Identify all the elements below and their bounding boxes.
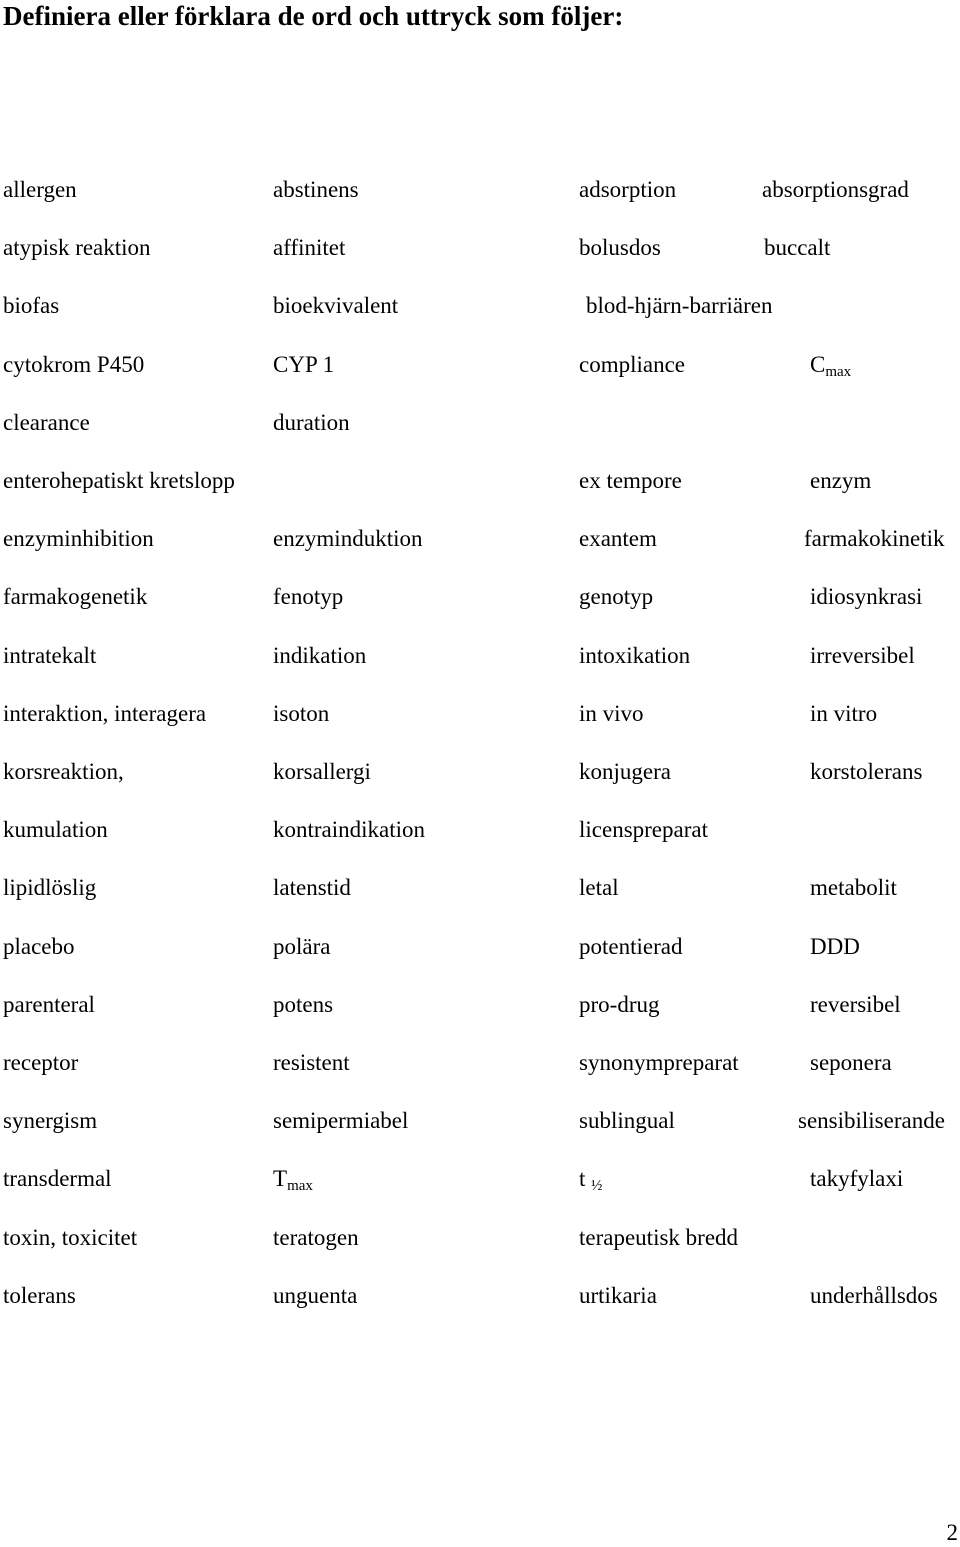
term-text: enzym <box>810 468 872 493</box>
term <box>273 292 398 320</box>
term-text: allergen <box>3 177 77 202</box>
term-text: kumulation <box>3 817 108 842</box>
term <box>810 1049 892 1077</box>
term <box>273 933 330 961</box>
term <box>273 351 334 379</box>
term-text: pro-drug <box>579 992 660 1017</box>
term <box>273 642 366 670</box>
term <box>798 1107 945 1135</box>
term <box>3 176 77 204</box>
term <box>810 758 922 786</box>
term-subscript: max <box>287 1178 313 1194</box>
term-text: atypisk reaktion <box>3 235 151 260</box>
term-text: kontraindikation <box>273 817 426 842</box>
term-text: unguenta <box>273 1283 358 1308</box>
term <box>579 816 708 844</box>
term-text: metabolit <box>810 875 897 900</box>
term-text: underhållsdos <box>810 1283 938 1308</box>
term-text: placebo <box>3 934 75 959</box>
term-text: potens <box>273 992 334 1017</box>
term <box>3 1224 137 1252</box>
page-title: Definiera eller förklara de ord och uttryck som följer: <box>3 1 624 31</box>
term <box>273 1107 408 1135</box>
term-text: transdermal <box>3 1166 112 1191</box>
page-number: 2 <box>946 1520 958 1545</box>
term <box>579 583 653 611</box>
term <box>3 234 151 262</box>
term-subscript: ½ <box>591 1178 603 1194</box>
term <box>586 292 772 320</box>
term-text: exantem <box>579 526 657 551</box>
term-text: irreversibel <box>810 643 915 668</box>
term <box>3 292 59 320</box>
term-text: enzyminduktion <box>273 526 423 551</box>
term <box>3 700 206 728</box>
term <box>579 700 644 728</box>
term <box>579 351 685 379</box>
term-text: takyfylaxi <box>810 1166 904 1191</box>
term-text: receptor <box>3 1050 79 1075</box>
term <box>273 874 351 902</box>
term-text: urtikaria <box>579 1283 657 1308</box>
term-text: polära <box>273 934 331 959</box>
term <box>762 176 909 204</box>
term-text: C <box>810 352 826 377</box>
term-text: korstolerans <box>810 759 923 784</box>
term <box>273 583 343 611</box>
term-text: affinitet <box>273 235 346 260</box>
term-text: adsorption <box>579 177 677 202</box>
term-text: bioekvivalent <box>273 293 399 318</box>
term-text: reversibel <box>810 992 901 1017</box>
term <box>3 1107 97 1135</box>
term <box>3 351 144 379</box>
term-text: in vitro <box>810 701 878 726</box>
term-text: enterohepatiskt kretslopp <box>3 468 235 493</box>
term-text: synergism <box>3 1108 98 1133</box>
term <box>273 525 422 553</box>
term <box>3 583 147 611</box>
term-text: blod-hjärn-barriären <box>586 293 773 318</box>
term-text: farmakokinetik <box>804 526 945 551</box>
term-text: sublingual <box>579 1108 675 1133</box>
term <box>579 933 682 961</box>
term <box>579 1049 739 1077</box>
term <box>804 525 945 553</box>
term <box>273 1224 359 1252</box>
term-text: licenspreparat <box>579 817 708 842</box>
term <box>3 933 75 961</box>
term-text: ex tempore <box>579 468 682 493</box>
term-text: fenotyp <box>273 584 344 609</box>
term-text: terapeutisk bredd <box>579 1225 739 1250</box>
term <box>273 409 350 437</box>
term <box>3 1165 112 1193</box>
term <box>810 583 922 611</box>
term <box>579 991 659 1019</box>
term <box>579 234 661 262</box>
term <box>810 1282 938 1310</box>
term-text: CYP 1 <box>273 352 335 377</box>
term-subscript: max <box>825 364 852 380</box>
term-text: seponera <box>810 1050 892 1075</box>
term <box>273 176 359 204</box>
term-text: letal <box>579 875 619 900</box>
term-text: abstinens <box>273 177 359 202</box>
term <box>579 525 657 553</box>
term <box>3 409 90 437</box>
term-text: intoxikation <box>579 643 691 668</box>
term <box>3 816 108 844</box>
term-text: absorptionsgrad <box>762 177 909 202</box>
term-text: duration <box>273 410 350 435</box>
term <box>579 1107 675 1135</box>
term <box>3 991 95 1019</box>
term <box>810 642 915 670</box>
term-text: parenteral <box>3 992 95 1017</box>
term <box>764 234 830 262</box>
term-text: buccalt <box>764 235 831 260</box>
term <box>579 758 671 786</box>
term-text: DDD <box>810 934 860 959</box>
term <box>273 1282 357 1310</box>
term <box>3 642 96 670</box>
term <box>810 1165 903 1193</box>
term-text: resistent <box>273 1050 350 1075</box>
term-text: korsreaktion, <box>3 759 124 784</box>
term-text: genotyp <box>579 584 654 609</box>
term-text: clearance <box>3 410 90 435</box>
term-text: farmakogenetik <box>3 584 148 609</box>
term-text: enzyminhibition <box>3 526 154 551</box>
term-text: compliance <box>579 352 686 377</box>
term <box>810 351 851 379</box>
term-text: bolusdos <box>579 235 661 260</box>
term <box>3 1049 78 1077</box>
term <box>273 816 425 844</box>
term-text: T <box>273 1166 288 1191</box>
term <box>273 991 333 1019</box>
term-text: semipermiabel <box>273 1108 409 1133</box>
term-text: potentierad <box>579 934 683 959</box>
term <box>3 758 124 786</box>
term-text: korsallergi <box>273 759 371 784</box>
term-text: latenstid <box>273 875 351 900</box>
term <box>3 525 154 553</box>
term <box>579 1282 657 1310</box>
term-text: t <box>579 1166 586 1191</box>
term <box>579 1165 602 1193</box>
term-text: konjugera <box>579 759 671 784</box>
term-text: teratogen <box>273 1225 359 1250</box>
term-text: tolerans <box>3 1283 76 1308</box>
term-text: isoton <box>273 701 330 726</box>
term-text: lipidlöslig <box>3 875 97 900</box>
term-text: cytokrom P450 <box>3 352 145 377</box>
term-text: toxin, toxicitet <box>3 1225 138 1250</box>
term <box>273 1165 313 1193</box>
term-text: biofas <box>3 293 60 318</box>
term <box>810 991 901 1019</box>
term <box>579 874 619 902</box>
term-text: in vivo <box>579 701 644 726</box>
term-text: indikation <box>273 643 367 668</box>
term <box>579 176 676 204</box>
term <box>273 234 345 262</box>
term-text: intratekalt <box>3 643 97 668</box>
term <box>810 700 877 728</box>
term <box>3 467 235 495</box>
term-text: synonympreparat <box>579 1050 739 1075</box>
term-text: idiosynkrasi <box>810 584 923 609</box>
term <box>810 467 871 495</box>
term <box>579 1224 738 1252</box>
term-text: interaktion, interagera <box>3 701 207 726</box>
term <box>3 1282 76 1310</box>
term <box>3 874 96 902</box>
term-text: sensibiliserande <box>798 1108 945 1133</box>
term <box>810 933 860 961</box>
term <box>810 874 897 902</box>
term <box>579 642 690 670</box>
term <box>273 1049 350 1077</box>
term <box>273 758 371 786</box>
term <box>273 700 329 728</box>
term <box>579 467 682 495</box>
